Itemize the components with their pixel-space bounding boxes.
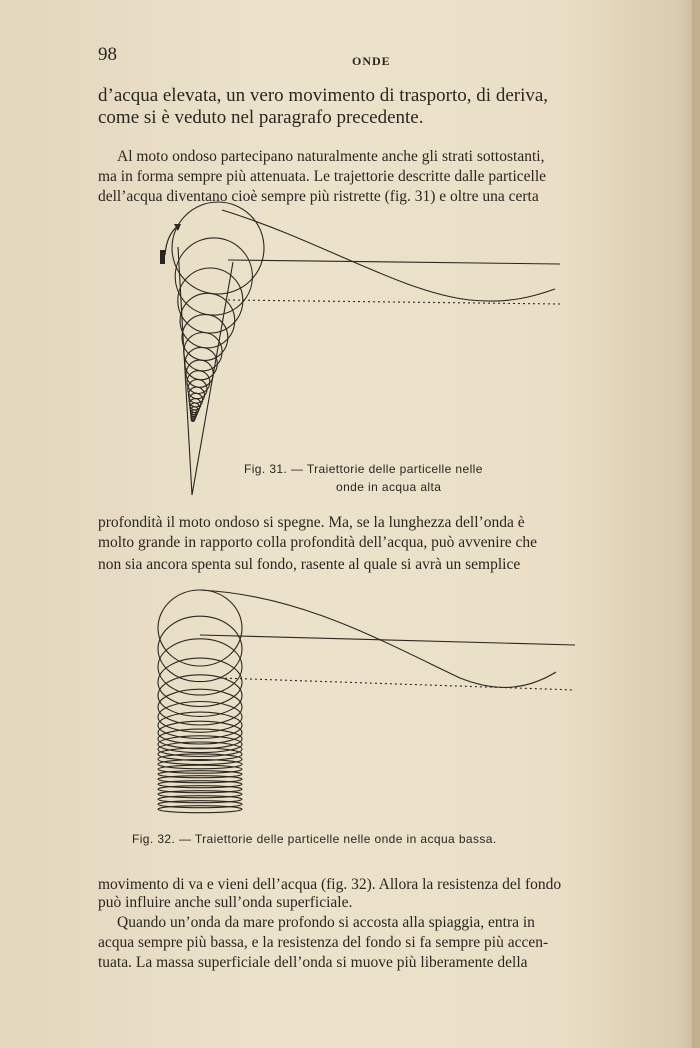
para4-line: acqua sempre più bassa, e la resistenza del fondo si fa sempre più accen- [98, 934, 549, 951]
running-title: ONDE [352, 54, 391, 68]
para2-line: dell’acqua diventano cioè sempre più ristrette (fig. 31) e oltre una certa [98, 188, 539, 205]
page-number: 98 [98, 44, 117, 65]
para2-line: Al moto ondoso partecipano naturalmente anche gli strati sottostanti, [117, 148, 545, 165]
particle-orbit-ellipse [158, 675, 242, 717]
para4-line: movimento di va e vieni dell’acqua (fig. 32). Allora la resistenza del fondo [98, 876, 562, 893]
para3-line: molto grande in rapporto colla profondità dell’acqua, può avvenire che [98, 534, 538, 551]
particle-orbit-ellipse [158, 639, 242, 695]
para4-line: Quando un’onda da mare profondo si accosta alla spiaggia, entra in [117, 914, 535, 931]
para1-line: come si è veduto nel paragrafo precedente. [98, 107, 424, 128]
particle-orbit-ellipse [158, 806, 242, 813]
fig32-caption: Fig. 32. — Traiettorie delle particelle nelle onde in acqua bassa. [132, 832, 497, 846]
fig31-caption: Fig. 31. — Traiettorie delle particelle nelle [244, 462, 483, 476]
para3-line: profondità il moto ondoso si spegne. Ma, se la lunghezza dell’onda è [98, 514, 525, 531]
fig31-caption-cont: onde in acqua alta [336, 480, 442, 494]
particle-orbit-ellipse [158, 658, 242, 706]
para1-line: d’acqua elevata, un vero movimento di trasporto, di deriva, [98, 85, 549, 106]
para3-line: non sia ancora spenta sul fondo, rasente al quale si avrà un semplice [98, 556, 521, 573]
para4-line: tuata. La massa superficiale dell’onda si muove più liberamente della [98, 954, 528, 971]
particle-orbit-ellipse [158, 590, 242, 666]
para2-line: ma in forma sempre più attenuata. Le trajettorie descritte dalle particelle [98, 168, 547, 185]
particle-orbit-ellipse [158, 616, 242, 681]
para4-line: può influire anche sull’onda superficiale. [98, 894, 353, 911]
